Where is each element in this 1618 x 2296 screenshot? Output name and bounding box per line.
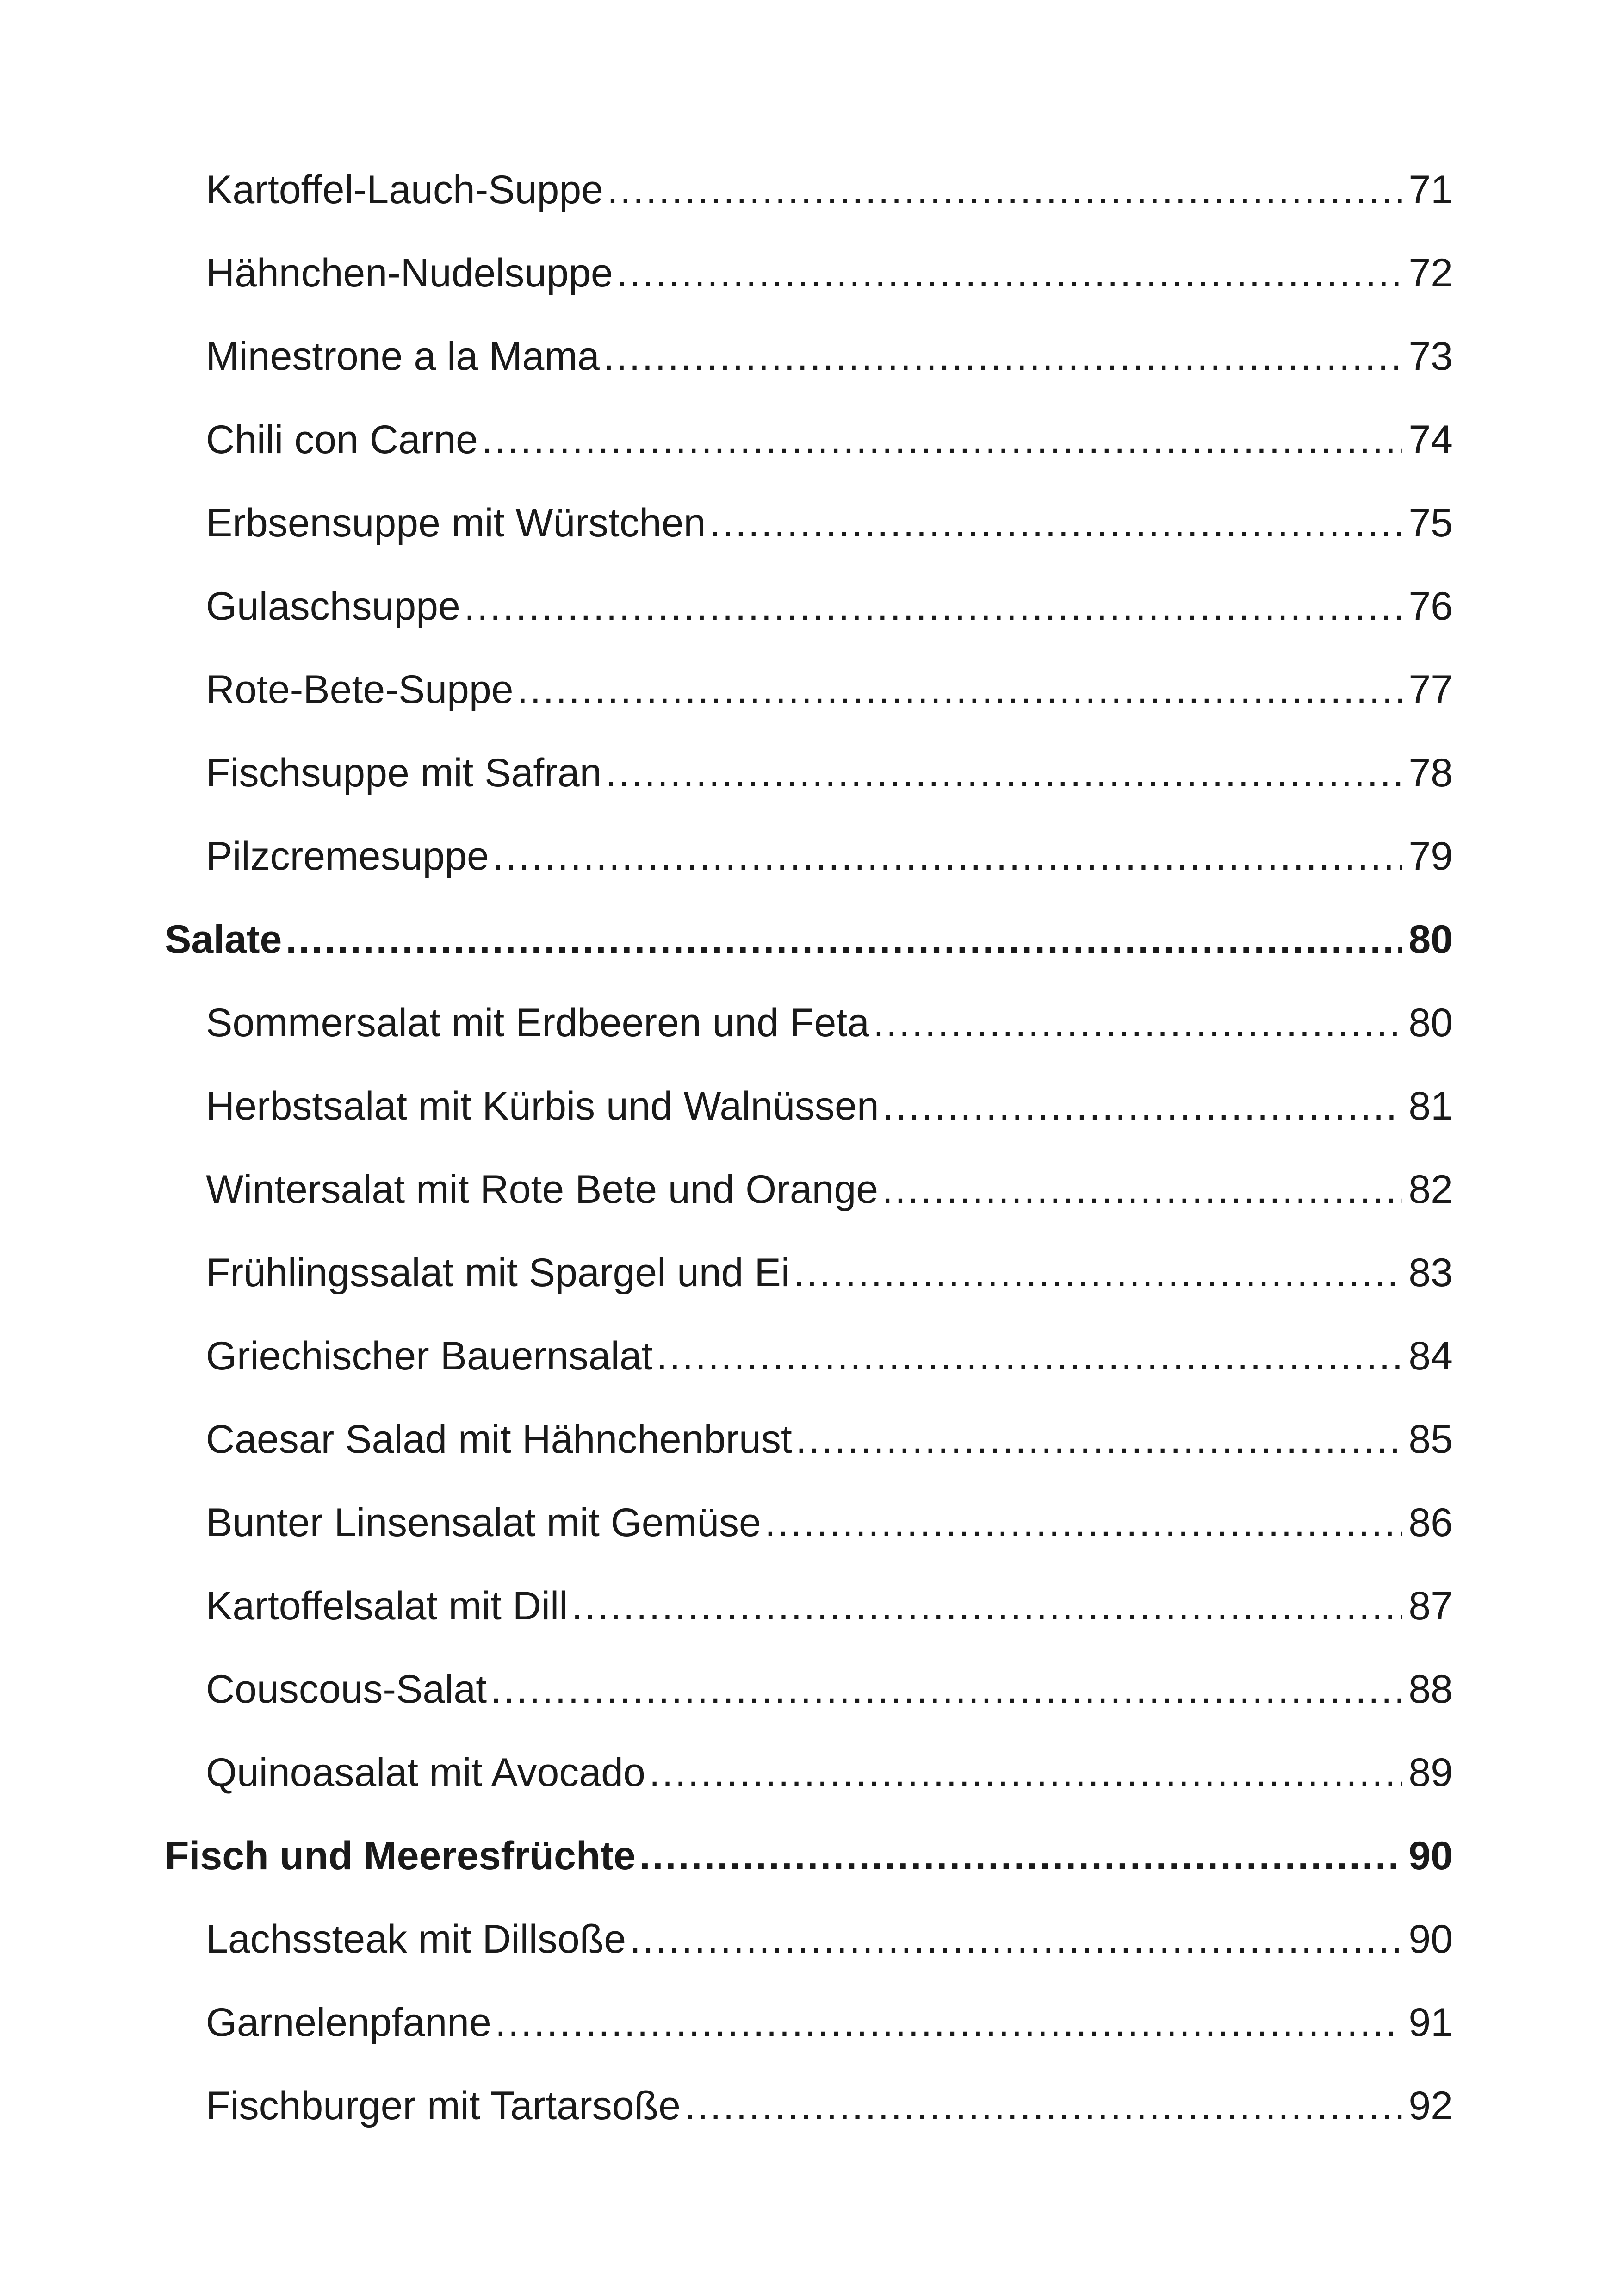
dot-leader (882, 1162, 1402, 1217)
toc-entry[interactable] (206, 1745, 1453, 1800)
toc-entry[interactable] (206, 1578, 1453, 1634)
toc-entry[interactable] (206, 1995, 1453, 2050)
toc-entry-title: Lachssteak mit Dillsoße (206, 1917, 626, 1961)
toc-entry-page-number: 71 (1408, 168, 1453, 212)
toc-chapter-title: Salate (165, 917, 282, 962)
dot-leader (639, 1828, 1402, 1884)
toc-entry[interactable] (206, 1328, 1453, 1384)
dot-leader (571, 1578, 1402, 1634)
toc-entry-title: Minestrone a la Mama (206, 334, 600, 379)
toc-entry[interactable] (206, 1245, 1453, 1300)
toc-entry-page-number: 80 (1408, 1001, 1453, 1045)
dot-leader (464, 579, 1402, 634)
toc-entry[interactable] (206, 162, 1453, 218)
toc-entry-page-number: 91 (1408, 2000, 1453, 2045)
toc-entry-title: Frühlingssalat mit Spargel und Ei (206, 1251, 790, 1295)
toc-entry[interactable] (206, 1412, 1453, 1467)
toc-entry[interactable] (206, 1495, 1453, 1550)
toc-entry[interactable] (206, 495, 1453, 551)
dot-leader (649, 1745, 1402, 1800)
dot-leader (490, 1661, 1402, 1717)
dot-leader (495, 1995, 1402, 2050)
toc-entry-page-number: 76 (1408, 584, 1453, 628)
dot-leader (630, 1911, 1402, 1967)
toc-entry-page-number: 79 (1408, 834, 1453, 878)
toc-entry-page-number: 77 (1408, 667, 1453, 712)
toc-entry-page-number: 82 (1408, 1167, 1453, 1212)
toc-entry[interactable] (206, 1911, 1453, 1967)
toc-entry[interactable] (206, 329, 1453, 384)
toc-entry-page-number: 84 (1408, 1334, 1453, 1378)
dot-leader (794, 1245, 1402, 1300)
dot-leader (517, 662, 1402, 717)
toc-entry[interactable] (206, 745, 1453, 801)
toc-entry-page-number: 72 (1408, 251, 1453, 295)
toc-entry-page-number: 86 (1408, 1500, 1453, 1545)
toc-entry-page-number: 90 (1408, 1917, 1453, 1961)
dot-leader (657, 1328, 1402, 1384)
dot-leader (883, 1078, 1402, 1134)
toc-entry-title: Hähnchen-Nudelsuppe (206, 251, 613, 295)
toc-entry[interactable] (206, 579, 1453, 634)
toc-entry-title: Sommersalat mit Erdbeeren und Feta (206, 1001, 869, 1045)
toc-entry[interactable] (206, 995, 1453, 1051)
toc-entry-page-number: 88 (1408, 1667, 1453, 1711)
toc-entry-title: Erbsensuppe mit Würstchen (206, 501, 706, 545)
toc-entry-title: Kartoffelsalat mit Dill (206, 1584, 568, 1628)
toc-entry-title: Fischburger mit Tartarsoße (206, 2084, 681, 2128)
toc-entry[interactable] (206, 245, 1453, 301)
toc-entry-page-number: 89 (1408, 1750, 1453, 1795)
toc-entry-title: Quinoasalat mit Avocado (206, 1750, 645, 1795)
toc-entry-page-number: 78 (1408, 751, 1453, 795)
toc-entry-title: Caesar Salad mit Hähnchenbrust (206, 1417, 792, 1462)
toc-entry-title: Fischsuppe mit Safran (206, 751, 602, 795)
toc-entry-title: Pilzcremesuppe (206, 834, 489, 878)
toc-entry-page-number: 85 (1408, 1417, 1453, 1462)
toc-entry-title: Gulaschsuppe (206, 584, 460, 628)
toc-entry[interactable] (206, 412, 1453, 467)
toc-entry-title: Chili con Carne (206, 417, 478, 462)
dot-leader (684, 2078, 1402, 2134)
dot-leader (603, 329, 1402, 384)
toc-entry-page-number: 75 (1408, 501, 1453, 545)
toc-entry[interactable] (206, 1078, 1453, 1134)
dot-leader (709, 495, 1402, 551)
toc-entry-title: Couscous-Salat (206, 1667, 487, 1711)
toc-chapter-entry[interactable] (165, 912, 1453, 967)
toc-entry[interactable] (206, 828, 1453, 884)
dot-leader (873, 995, 1402, 1051)
toc-chapter-page-number: 80 (1408, 917, 1453, 962)
toc-entry-title: Wintersalat mit Rote Bete und Orange (206, 1167, 879, 1212)
dot-leader (606, 745, 1402, 801)
toc-entry-page-number: 74 (1408, 417, 1453, 462)
toc-entry[interactable] (206, 662, 1453, 717)
toc-entry-page-number: 81 (1408, 1084, 1453, 1128)
dot-leader (285, 912, 1402, 967)
toc-chapter-page-number: 90 (1408, 1834, 1453, 1878)
dot-leader (796, 1412, 1402, 1467)
toc-entry[interactable] (206, 2078, 1453, 2134)
toc-entry-page-number: 83 (1408, 1251, 1453, 1295)
toc-entry-title: Bunter Linsensalat mit Gemüse (206, 1500, 761, 1545)
toc-entry-title: Kartoffel-Lauch-Suppe (206, 168, 603, 212)
toc-entry[interactable] (206, 1661, 1453, 1717)
toc-entry-page-number: 92 (1408, 2084, 1453, 2128)
dot-leader (765, 1495, 1402, 1550)
toc-chapter-title: Fisch und Meeresfrüchte (165, 1834, 636, 1878)
toc-entry-title: Rote-Bete-Suppe (206, 667, 514, 712)
toc-chapter-entry[interactable] (165, 1828, 1453, 1884)
dot-leader (617, 245, 1402, 301)
dot-leader (493, 828, 1402, 884)
toc-entry-page-number: 87 (1408, 1584, 1453, 1628)
toc-entry-title: Herbstsalat mit Kürbis und Walnüssen (206, 1084, 879, 1128)
toc-entry-title: Garnelenpfanne (206, 2000, 491, 2045)
toc-entry-title: Griechischer Bauernsalat (206, 1334, 653, 1378)
toc-entry-page-number: 73 (1408, 334, 1453, 379)
toc-entry[interactable] (206, 1162, 1453, 1217)
dot-leader (482, 412, 1402, 467)
dot-leader (607, 162, 1402, 218)
